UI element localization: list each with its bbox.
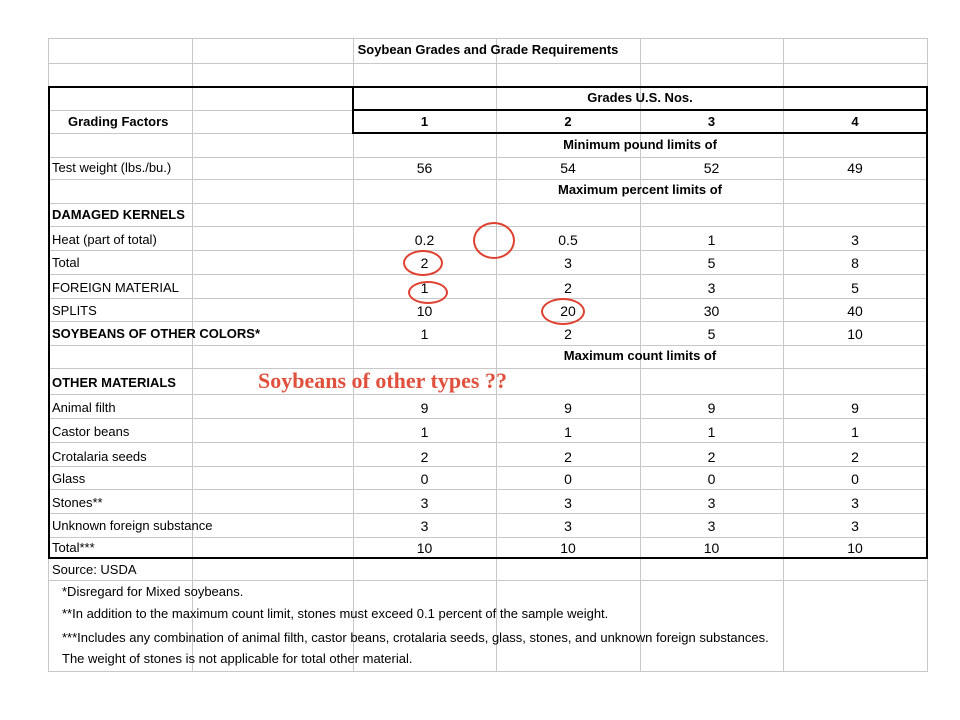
row-value: 3 [707,280,716,296]
row-value: 1 [564,424,572,440]
annotation-circle [473,222,515,259]
footnote: **In addition to the maximum count limit, stones must exceed 0.1 percent of the sample weight. [62,606,609,621]
row-value: 1 [707,232,716,248]
row-value: 5 [707,326,716,342]
row-value: 10 [416,540,433,556]
row-label: SOYBEANS OF OTHER COLORS* [52,326,261,341]
grade-2-header: 2 [564,114,572,129]
footnote: *Disregard for Mixed soybeans. [62,584,244,599]
test-weight-value: 49 [847,160,863,176]
source-note: Source: USDA [52,562,137,577]
row-label: SPLITS [52,303,97,318]
annotation-circle [408,281,448,304]
row-value: 40 [847,303,863,319]
row-label: FOREIGN MATERIAL [52,280,179,295]
row-label: Stones** [52,495,103,510]
row-value: 0.5 [558,232,578,248]
annotation-circle [403,250,443,276]
row-label: Glass [52,471,86,486]
row-value: 2 [564,326,572,342]
row-value: 10 [847,540,863,556]
row-value: 3 [707,495,716,511]
grade-4-header: 4 [851,114,859,129]
row-value: 0.2 [414,232,435,248]
row-value: 20 [560,303,576,319]
annotation-text: Soybeans of other types ?? [258,368,507,393]
row-value: 10 [560,540,576,556]
row-value: 3 [707,518,716,534]
row-value: 1 [420,280,429,296]
row-label: Unknown foreign substance [52,518,213,533]
row-value: 0 [851,471,859,487]
row-value: 2 [851,449,859,465]
row-value: 2 [564,449,572,465]
row-value: 9 [707,400,716,416]
row-value: 3 [851,232,859,248]
row-value: 1 [420,424,429,440]
row-value: 0 [707,471,716,487]
row-value: 5 [707,255,716,271]
row-label: Crotalaria seeds [52,449,147,464]
section-max-count: Maximum count limits of [563,348,717,363]
row-value: 3 [564,255,572,271]
row-value: 3 [564,518,572,534]
row-value: 5 [851,280,859,296]
row-label: Total [52,255,80,270]
damaged-kernels-label: DAMAGED KERNELS [52,207,185,222]
row-value: 2 [707,449,716,465]
row-label: Animal filth [52,400,116,415]
row-value: 3 [851,495,859,511]
row-value: 10 [703,540,720,556]
row-value: 10 [416,303,433,319]
row-value: 0 [564,471,572,487]
test-weight-value: 52 [703,160,720,176]
table-title: Soybean Grades and Grade Requirements [357,42,619,57]
grade-3-header: 3 [707,114,716,129]
footnote: ***Includes any combination of animal filth, castor beans, crotalaria seeds, glass, stones, and unknown foreign substances. [62,630,769,645]
row-value: 9 [420,400,429,416]
row-value: 3 [420,495,429,511]
footnote: The weight of stones is not applicable for total other material. [62,651,413,666]
grades-header: Grades U.S. Nos. [587,90,693,105]
row-value: 2 [564,280,572,296]
row-label: Total*** [52,540,95,555]
row-value: 2 [420,449,429,465]
section-max-percent: Maximum percent limits of [558,182,722,197]
section-min-pound: Minimum pound limits of [563,137,717,152]
row-value: 9 [851,400,859,416]
row-value: 3 [420,518,429,534]
test-weight-label: Test weight (lbs./bu.) [52,160,172,175]
row-value: 9 [564,400,572,416]
row-value: 10 [847,326,863,342]
test-weight-value: 54 [560,160,576,176]
row-value: 3 [564,495,572,511]
row-value: 1 [420,326,429,342]
row-value: 1 [851,424,859,440]
row-value: 30 [703,303,720,319]
test-weight-value: 56 [416,160,433,176]
row-label: Heat (part of total) [52,232,157,247]
row-value: 8 [851,255,859,271]
row-value: 1 [707,424,716,440]
soybean-grades-table [48,38,928,672]
row-value: 2 [420,255,429,271]
row-label: Castor beans [52,424,130,439]
row-value: 0 [420,471,429,487]
other-materials-label: OTHER MATERIALS [52,375,176,390]
row-value: 3 [851,518,859,534]
grade-1-header: 1 [420,114,429,129]
grading-factors-header: Grading Factors [68,114,169,129]
annotation-circle [541,298,585,325]
